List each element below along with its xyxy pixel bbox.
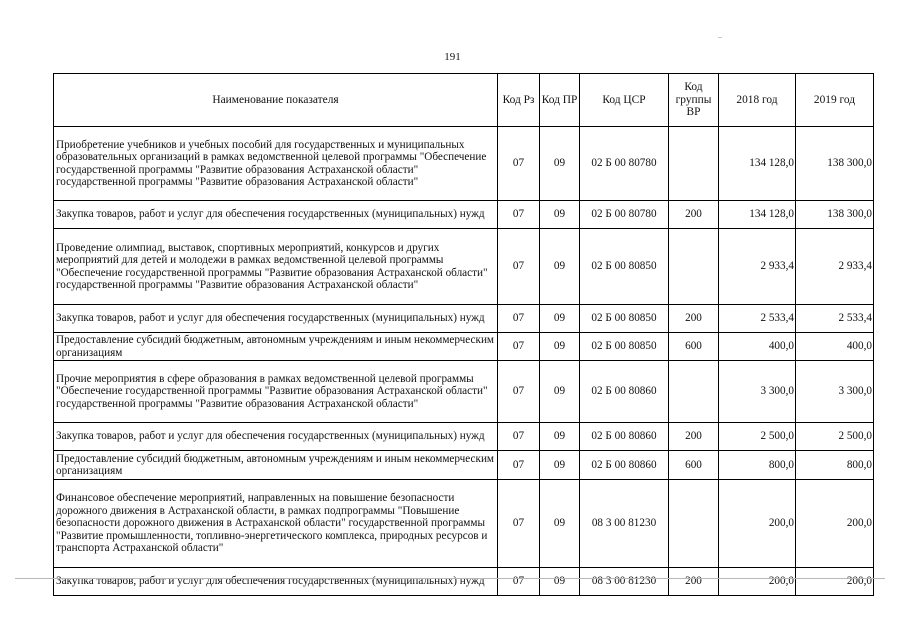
row-2018: 3 300,0	[719, 361, 796, 423]
row-2018: 134 128,0	[719, 127, 796, 201]
row-2019: 2 533,4	[796, 305, 874, 333]
header-pr: Код ПР	[540, 74, 580, 127]
row-rz: 07	[498, 568, 540, 596]
row-vr: 200	[669, 423, 719, 451]
row-csr: 02 Б 00 80860	[580, 423, 669, 451]
row-rz: 07	[498, 229, 540, 305]
row-2018: 800,0	[719, 451, 796, 480]
row-vr: 200	[669, 568, 719, 596]
row-pr: 09	[540, 229, 580, 305]
row-rz: 07	[498, 451, 540, 480]
row-vr	[669, 480, 719, 568]
row-2019: 2 933,4	[796, 229, 874, 305]
row-csr: 02 Б 00 80780	[580, 201, 669, 229]
row-vr	[669, 229, 719, 305]
row-2018: 200,0	[719, 568, 796, 596]
table-header-row	[54, 74, 874, 127]
row-2019: 2 500,0	[796, 423, 874, 451]
row-2019: 138 300,0	[796, 127, 874, 201]
row-rz: 07	[498, 423, 540, 451]
row-pr: 09	[540, 333, 580, 361]
table-row	[54, 305, 874, 333]
table-row	[54, 127, 874, 201]
header-2019: 2019 год	[796, 74, 874, 127]
row-name: Закупка товаров, работ и услуг для обеспечения государственных (муниципальных) нужд	[54, 568, 498, 596]
row-2019: 3 300,0	[796, 361, 874, 423]
row-csr: 02 Б 00 80860	[580, 361, 669, 423]
table-row	[54, 568, 874, 596]
row-vr	[669, 361, 719, 423]
table-row	[54, 229, 874, 305]
row-name: Закупка товаров, работ и услуг для обеспечения государственных (муниципальных) нужд	[54, 423, 498, 451]
row-name: Проведение олимпиад, выставок, спортивных мероприятий, конкурсов и других мероприятий для детей и молодежи в рамках ведомственной целевой программы "Обеспечение государственной программы "Развитие образования Астраханской области" государственной программы "Развитие образования Астраханской области"	[54, 229, 498, 305]
row-2019: 200,0	[796, 568, 874, 596]
table-row	[54, 361, 874, 423]
row-csr: 08 3 00 81230	[580, 480, 669, 568]
row-name: Предоставление субсидий бюджетным, автономным учреждениям и иным некоммерческим организациям	[54, 333, 498, 361]
row-name: Приобретение учебников и учебных пособий для государственных и муниципальных образовательных организаций в рамках ведомственной целевой программы "Обеспечение государственной программы "Развитие образования Астраханской области" государственной программы "Развитие образования Астраханской области"	[54, 127, 498, 201]
row-name: Предоставление субсидий бюджетным, автономным учреждениям и иным некоммерческим организациям	[54, 451, 498, 480]
page-number: 191	[444, 51, 461, 63]
header-rz: Код Рз	[498, 74, 540, 127]
row-csr: 02 Б 00 80850	[580, 229, 669, 305]
table-row	[54, 423, 874, 451]
header-name: Наименование показателя	[54, 74, 498, 127]
row-pr: 09	[540, 361, 580, 423]
row-pr: 09	[540, 201, 580, 229]
row-2018: 200,0	[719, 480, 796, 568]
row-vr	[669, 127, 719, 201]
row-rz: 07	[498, 480, 540, 568]
row-2019: 138 300,0	[796, 201, 874, 229]
budget-table	[53, 73, 874, 596]
row-2018: 2 500,0	[719, 423, 796, 451]
row-2018: 134 128,0	[719, 201, 796, 229]
row-2019: 400,0	[796, 333, 874, 361]
row-pr: 09	[540, 423, 580, 451]
row-pr: 09	[540, 568, 580, 596]
row-2018: 2 533,4	[719, 305, 796, 333]
row-rz: 07	[498, 361, 540, 423]
row-2018: 2 933,4	[719, 229, 796, 305]
row-pr: 09	[540, 451, 580, 480]
row-name: Прочие мероприятия в сфере образования в рамках ведомственной целевой программы "Обеспечение государственной программы "Развитие образования Астраханской области" государственной программы "Развитие образования Астраханской области"	[54, 361, 498, 423]
row-pr: 09	[540, 305, 580, 333]
row-2018: 400,0	[719, 333, 796, 361]
row-pr: 09	[540, 480, 580, 568]
row-csr: 02 Б 00 80850	[580, 305, 669, 333]
row-rz: 07	[498, 333, 540, 361]
row-vr: 200	[669, 201, 719, 229]
header-csr: Код ЦСР	[580, 74, 669, 127]
scan-artifact-line	[15, 578, 885, 579]
row-vr: 600	[669, 333, 719, 361]
header-vr: Код группы ВР	[669, 74, 719, 127]
row-csr: 02 Б 00 80850	[580, 333, 669, 361]
header-2018: 2018 год	[719, 74, 796, 127]
table-row	[54, 201, 874, 229]
row-2019: 800,0	[796, 451, 874, 480]
row-rz: 07	[498, 305, 540, 333]
row-csr: 08 3 00 81230	[580, 568, 669, 596]
row-name: Закупка товаров, работ и услуг для обеспечения государственных (муниципальных) нужд	[54, 201, 498, 229]
row-csr: 02 Б 00 80780	[580, 127, 669, 201]
row-vr: 600	[669, 451, 719, 480]
table-row	[54, 333, 874, 361]
row-csr: 02 Б 00 80860	[580, 451, 669, 480]
row-name: Финансовое обеспечение мероприятий, направленных на повышение безопасности дорожного движения в Астраханской области, в рамках подпрограммы "Повышение безопасности дорожного движения в Астраханской области" государственной программы "Развитие промышленности, топливно-энергетического комплекса, природных ресурсов и транспорта Астраханской области"	[54, 480, 498, 568]
row-name: Закупка товаров, работ и услуг для обеспечения государственных (муниципальных) нужд	[54, 305, 498, 333]
row-pr: 09	[540, 127, 580, 201]
row-vr: 200	[669, 305, 719, 333]
row-2019: 200,0	[796, 480, 874, 568]
scan-artifact-tick	[718, 37, 722, 38]
table-row	[54, 480, 874, 568]
row-rz: 07	[498, 201, 540, 229]
table-row	[54, 451, 874, 480]
row-rz: 07	[498, 127, 540, 201]
